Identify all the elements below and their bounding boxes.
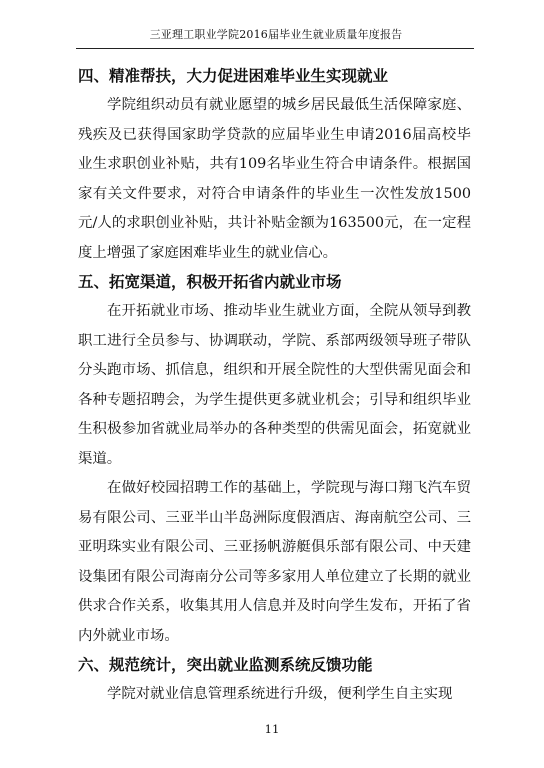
section-6-paragraph-1: 学院对就业信息管理系统进行升级，便利学生自主实现 [107,686,453,702]
section-4-paragraph-1: 学院组织动员有就业愿望的城乡居民最低生活保障家庭、残疾及已获得国家助学贷款的应届毕业生申请2016届高校毕业生求职创业补贴，共有109名毕业生符合申请条件。根据国家有关文件要求，对符合申请条件的毕业生一次性发放1500元/人的求职创业补贴，共计补贴金额为163500元，在一定程度上增强了家庭困难毕业生的就业信心。 [78,97,471,261]
section-5-paragraph-2: 在做好校园招聘工作的基础上，学院现与海口翔飞汽车贸易有限公司、三亚半山半岛洲际度假酒店、海南航空公司、三亚明珠实业有限公司、三亚扬帆游艇俱乐部有限公司、中天建设集团有限公司海南分公司等多家用人单位建立了长期的就业供求合作关系，收集其用人信息并及时向学生发布，开拓了省内外就业市场。 [78,480,471,644]
header-rule [76,48,474,49]
running-header: 三亚理工职业学院2016届毕业生就业质量年度报告 [149,28,403,41]
section-heading-6: 六、规范统计，突出就业监测系统反馈功能 [78,656,373,674]
section-heading-5: 五、拓宽渠道，积极开拓省内就业市场 [78,273,342,291]
section-heading-4: 四、精准帮扶，大力促进困难毕业生实现就业 [78,67,389,85]
section-5-paragraph-1: 在开拓就业市场、推动毕业生就业方面，全院从领导到教职工进行全员参与、协调联动，学院、系部两级领导班子带队分头跑市场、抓信息，组织和开展全院性的大型供需见面会和各种专题招聘会，为学生提供更多就业机会；引导和组织毕业生积极参加省就业局举办的各种类型的供需见面会，拓宽就业渠道。 [78,303,471,467]
page-content [78,62,471,710]
page-number: 11 [264,722,280,736]
